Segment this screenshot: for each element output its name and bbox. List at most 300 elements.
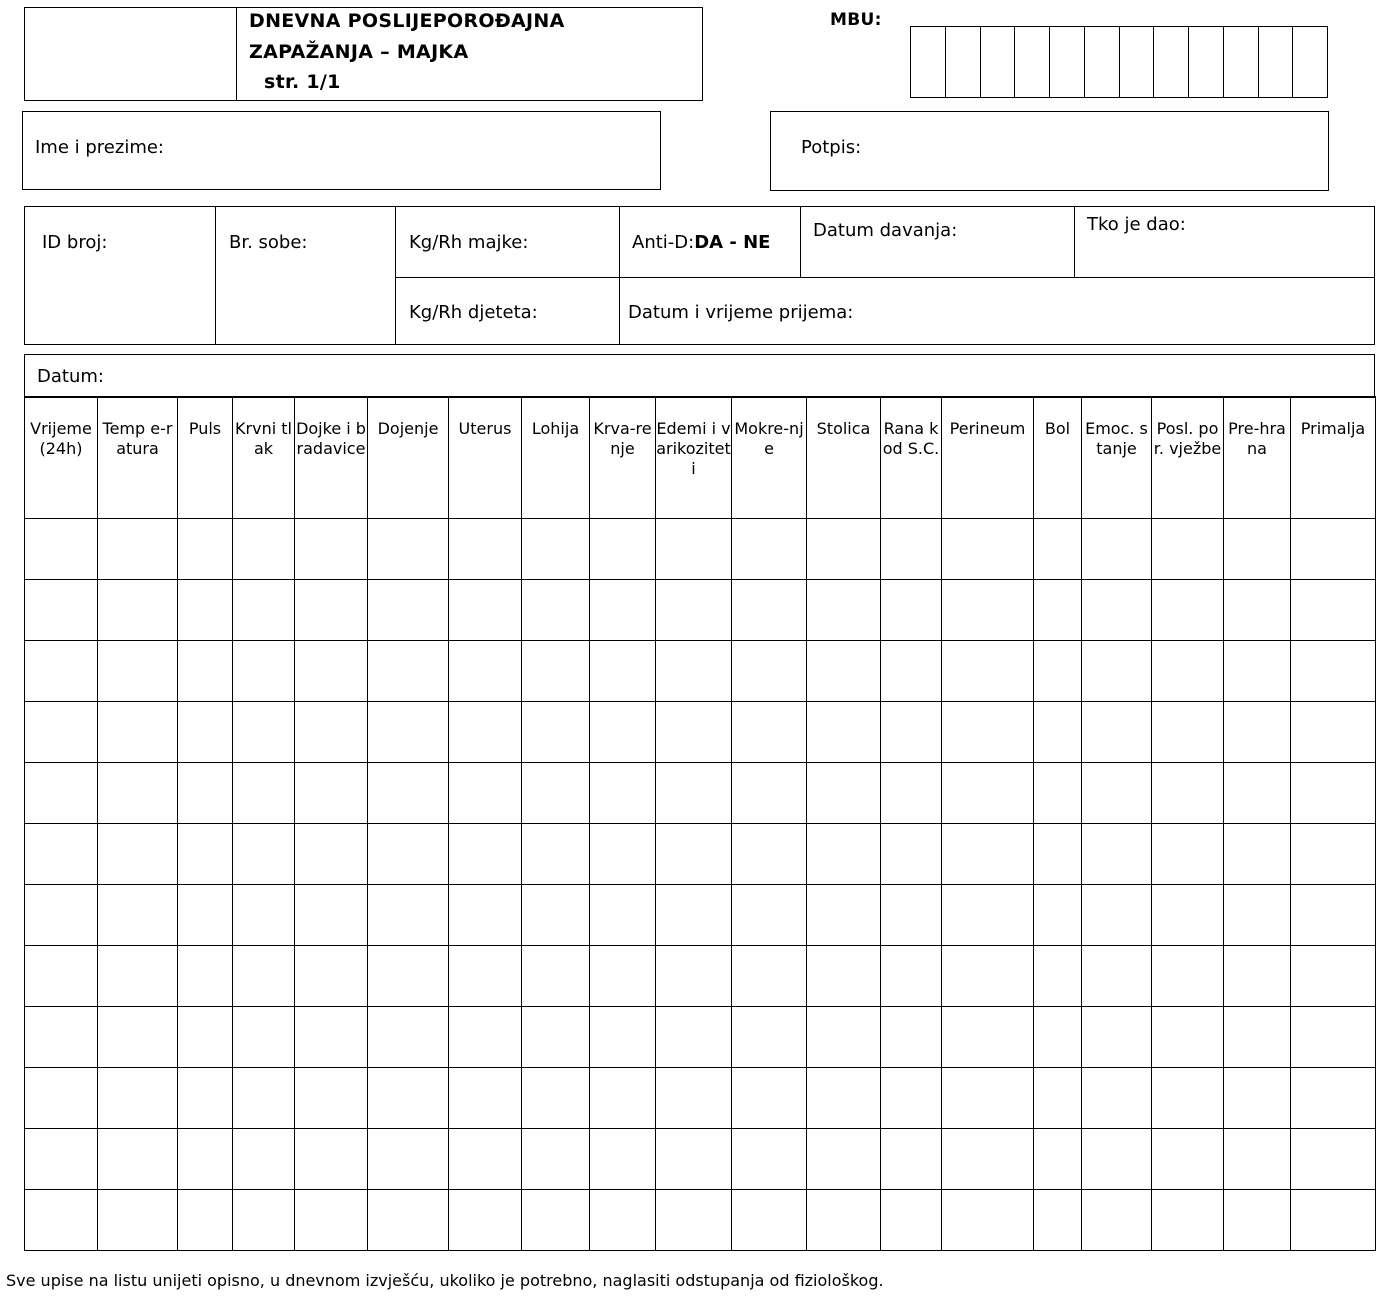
mbu-label: MBU:: [830, 10, 882, 30]
table-cell[interactable]: [732, 580, 807, 641]
anti-d-options[interactable]: DA - NE: [694, 232, 771, 253]
table-cell[interactable]: [1152, 1068, 1224, 1129]
table-cell[interactable]: [656, 702, 732, 763]
table-cell[interactable]: [881, 1129, 942, 1190]
table-cell[interactable]: [942, 580, 1034, 641]
table-cell[interactable]: [881, 946, 942, 1007]
table-header-row: [25, 397, 1376, 519]
table-cell[interactable]: [1152, 885, 1224, 946]
table-cell[interactable]: [1224, 885, 1291, 946]
table-cell[interactable]: [98, 1068, 178, 1129]
table-cell[interactable]: [807, 824, 881, 885]
table-cell[interactable]: [233, 580, 295, 641]
table-cell[interactable]: [449, 1190, 522, 1251]
column-header: Puls: [178, 397, 233, 519]
table-cell[interactable]: [1082, 702, 1152, 763]
table-cell[interactable]: [656, 1190, 732, 1251]
table-cell[interactable]: [368, 946, 449, 1007]
table-cell[interactable]: [522, 1007, 590, 1068]
table-cell[interactable]: [1224, 824, 1291, 885]
table-cell[interactable]: [295, 1190, 368, 1251]
table-cell[interactable]: [942, 641, 1034, 702]
table-cell[interactable]: [25, 519, 98, 580]
mbu-digit-box[interactable]: [981, 27, 1016, 97]
child-blood-label: Kg/Rh djeteta:: [409, 302, 538, 323]
table-cell[interactable]: [233, 1068, 295, 1129]
table-cell[interactable]: [1152, 641, 1224, 702]
table-cell[interactable]: [98, 641, 178, 702]
table-cell[interactable]: [25, 1190, 98, 1251]
table-cell[interactable]: [1291, 1190, 1376, 1251]
table-cell[interactable]: [1291, 763, 1376, 824]
table-cell[interactable]: [942, 519, 1034, 580]
table-cell[interactable]: [25, 885, 98, 946]
info-divider: [1074, 206, 1075, 278]
table-row: [25, 763, 1376, 824]
table-cell[interactable]: [1224, 1129, 1291, 1190]
table-cell[interactable]: [1224, 763, 1291, 824]
table-cell[interactable]: [178, 580, 233, 641]
table-cell[interactable]: [1224, 946, 1291, 1007]
table-cell[interactable]: [25, 641, 98, 702]
table-cell[interactable]: [1291, 702, 1376, 763]
table-cell[interactable]: [1224, 519, 1291, 580]
table-cell[interactable]: [656, 1007, 732, 1068]
table-cell[interactable]: [590, 1068, 656, 1129]
table-cell[interactable]: [1152, 580, 1224, 641]
table-cell[interactable]: [590, 1007, 656, 1068]
table-cell[interactable]: [295, 702, 368, 763]
table-row: [25, 946, 1376, 1007]
table-row: [25, 641, 1376, 702]
observation-table: [24, 396, 1376, 1251]
title-divider: [236, 7, 237, 101]
table-row: [25, 702, 1376, 763]
mbu-digit-box[interactable]: [1293, 27, 1327, 97]
table-cell[interactable]: [368, 763, 449, 824]
table-cell[interactable]: [942, 1068, 1034, 1129]
table-cell[interactable]: [881, 763, 942, 824]
table-cell[interactable]: [732, 946, 807, 1007]
table-cell[interactable]: [98, 885, 178, 946]
table-cell[interactable]: [881, 519, 942, 580]
table-cell[interactable]: [449, 824, 522, 885]
table-cell[interactable]: [295, 946, 368, 1007]
mbu-digit-box[interactable]: [946, 27, 981, 97]
table-cell[interactable]: [656, 946, 732, 1007]
table-cell[interactable]: [449, 1129, 522, 1190]
table-cell[interactable]: [98, 1129, 178, 1190]
table-cell[interactable]: [656, 1068, 732, 1129]
table-cell[interactable]: [942, 702, 1034, 763]
table-cell[interactable]: [590, 824, 656, 885]
table-cell[interactable]: [732, 702, 807, 763]
table-cell[interactable]: [25, 763, 98, 824]
table-cell[interactable]: [178, 519, 233, 580]
mbu-digit-box[interactable]: [1259, 27, 1294, 97]
table-cell[interactable]: [1224, 580, 1291, 641]
table-cell[interactable]: [368, 1129, 449, 1190]
table-cell[interactable]: [1034, 1007, 1082, 1068]
table-cell[interactable]: [1224, 641, 1291, 702]
mbu-digit-box[interactable]: [911, 27, 946, 97]
table-cell[interactable]: [1082, 580, 1152, 641]
table-cell[interactable]: [233, 1007, 295, 1068]
table-cell[interactable]: [368, 824, 449, 885]
table-cell[interactable]: [233, 702, 295, 763]
table-cell[interactable]: [942, 824, 1034, 885]
table-cell[interactable]: [807, 519, 881, 580]
page-number: str. 1/1: [264, 71, 341, 93]
footer-note: Sve upise na listu unijeti opisno, u dnevnom izvješću, ukoliko je potrebno, naglasiti odstupanja od fiziološkog.: [6, 1271, 884, 1290]
table-cell[interactable]: [233, 519, 295, 580]
info-divider: [619, 206, 620, 345]
table-cell[interactable]: [1034, 519, 1082, 580]
table-cell[interactable]: [98, 702, 178, 763]
table-cell[interactable]: [178, 641, 233, 702]
form-title-line1: DNEVNA POSLIJEPOROĐAJNA: [249, 10, 565, 32]
table-cell[interactable]: [1082, 885, 1152, 946]
table-cell[interactable]: [656, 763, 732, 824]
table-cell[interactable]: [295, 641, 368, 702]
table-cell[interactable]: [98, 946, 178, 1007]
table-cell[interactable]: [233, 885, 295, 946]
table-cell[interactable]: [1291, 1129, 1376, 1190]
mother-blood-label: Kg/Rh majke:: [409, 232, 529, 253]
table-cell[interactable]: [1082, 824, 1152, 885]
table-cell[interactable]: [178, 824, 233, 885]
table-cell[interactable]: [25, 1007, 98, 1068]
date-given-label: Datum davanja:: [813, 220, 958, 241]
table-cell[interactable]: [881, 580, 942, 641]
table-cell[interactable]: [449, 763, 522, 824]
table-cell[interactable]: [1082, 946, 1152, 1007]
table-row: [25, 580, 1376, 641]
table-cell[interactable]: [590, 519, 656, 580]
table-cell[interactable]: [732, 885, 807, 946]
id-label: ID broj:: [42, 232, 108, 253]
table-cell[interactable]: [295, 580, 368, 641]
table-cell[interactable]: [522, 519, 590, 580]
table-cell[interactable]: [1152, 702, 1224, 763]
column-header: Perineum: [942, 397, 1034, 519]
column-header: Mokre-nje: [732, 397, 807, 519]
table-cell[interactable]: [1152, 519, 1224, 580]
table-cell[interactable]: [732, 824, 807, 885]
signature-label: Potpis:: [801, 137, 862, 158]
table-cell[interactable]: [233, 946, 295, 1007]
column-header: Krvni tlak: [233, 397, 295, 519]
table-cell[interactable]: [368, 1007, 449, 1068]
table-cell[interactable]: [233, 1190, 295, 1251]
table-cell[interactable]: [1034, 702, 1082, 763]
mbu-digit-box[interactable]: [1015, 27, 1050, 97]
info-divider: [395, 206, 396, 345]
table-cell[interactable]: [233, 824, 295, 885]
table-cell[interactable]: [807, 1129, 881, 1190]
admission-label: Datum i vrijeme prijema:: [628, 302, 854, 323]
table-cell[interactable]: [732, 1129, 807, 1190]
table-cell[interactable]: [1082, 519, 1152, 580]
table-cell[interactable]: [233, 1129, 295, 1190]
table-cell[interactable]: [522, 1190, 590, 1251]
table-cell[interactable]: [1082, 1190, 1152, 1251]
table-cell[interactable]: [233, 763, 295, 824]
table-cell[interactable]: [732, 641, 807, 702]
table-cell[interactable]: [449, 946, 522, 1007]
table-cell[interactable]: [881, 702, 942, 763]
table-cell[interactable]: [1152, 763, 1224, 824]
table-cell[interactable]: [1291, 641, 1376, 702]
table-cell[interactable]: [25, 1129, 98, 1190]
table-cell[interactable]: [1152, 824, 1224, 885]
table-cell[interactable]: [1291, 580, 1376, 641]
table-cell[interactable]: [178, 702, 233, 763]
table-cell[interactable]: [522, 763, 590, 824]
table-row: [25, 519, 1376, 580]
table-cell[interactable]: [1034, 1068, 1082, 1129]
table-cell[interactable]: [1034, 1129, 1082, 1190]
table-cell[interactable]: [25, 702, 98, 763]
info-divider: [800, 206, 801, 278]
table-cell[interactable]: [522, 1129, 590, 1190]
table-cell[interactable]: [98, 824, 178, 885]
table-cell[interactable]: [449, 641, 522, 702]
mbu-digit-box[interactable]: [1224, 27, 1259, 97]
table-cell[interactable]: [449, 580, 522, 641]
table-cell[interactable]: [295, 763, 368, 824]
table-cell[interactable]: [98, 519, 178, 580]
table-cell[interactable]: [807, 885, 881, 946]
table-cell[interactable]: [1291, 519, 1376, 580]
table-cell[interactable]: [1034, 885, 1082, 946]
table-cell[interactable]: [1224, 1068, 1291, 1129]
table-cell[interactable]: [178, 1007, 233, 1068]
table-cell[interactable]: [98, 580, 178, 641]
table-cell[interactable]: [368, 519, 449, 580]
mbu-digit-box[interactable]: [1085, 27, 1120, 97]
table-cell[interactable]: [590, 580, 656, 641]
table-cell[interactable]: [1152, 1007, 1224, 1068]
mbu-digit-box[interactable]: [1050, 27, 1085, 97]
name-label: Ime i prezime:: [35, 137, 164, 158]
column-header: Posl. por. vježbe: [1152, 397, 1224, 519]
table-cell[interactable]: [295, 1129, 368, 1190]
table-cell[interactable]: [522, 641, 590, 702]
column-header: Vrijeme (24h): [25, 397, 98, 519]
table-cell[interactable]: [449, 885, 522, 946]
room-label: Br. sobe:: [229, 232, 308, 253]
mbu-input-boxes[interactable]: [910, 26, 1328, 98]
table-cell[interactable]: [522, 824, 590, 885]
table-cell[interactable]: [178, 1068, 233, 1129]
anti-d-field: [632, 232, 770, 253]
table-cell[interactable]: [732, 1007, 807, 1068]
table-cell[interactable]: [25, 1068, 98, 1129]
column-header: Lohija: [522, 397, 590, 519]
table-cell[interactable]: [1291, 824, 1376, 885]
table-row: [25, 824, 1376, 885]
table-cell[interactable]: [1082, 1007, 1152, 1068]
table-cell[interactable]: [881, 824, 942, 885]
table-cell[interactable]: [368, 641, 449, 702]
table-cell[interactable]: [881, 1068, 942, 1129]
table-cell[interactable]: [368, 702, 449, 763]
table-cell[interactable]: [25, 580, 98, 641]
table-row: [25, 1068, 1376, 1129]
table-cell[interactable]: [1152, 946, 1224, 1007]
table-cell[interactable]: [522, 885, 590, 946]
table-cell[interactable]: [98, 763, 178, 824]
mbu-digit-box[interactable]: [1189, 27, 1224, 97]
table-cell[interactable]: [98, 1007, 178, 1068]
table-cell[interactable]: [1034, 1190, 1082, 1251]
date-label: Datum:: [37, 366, 104, 387]
column-header: Krva-renje: [590, 397, 656, 519]
table-cell[interactable]: [732, 1068, 807, 1129]
column-header: Pre-hrana: [1224, 397, 1291, 519]
table-cell[interactable]: [1034, 641, 1082, 702]
table-cell[interactable]: [25, 946, 98, 1007]
table-cell[interactable]: [1291, 1007, 1376, 1068]
table-cell[interactable]: [656, 824, 732, 885]
table-cell[interactable]: [522, 1068, 590, 1129]
table-cell[interactable]: [942, 1007, 1034, 1068]
table-row: [25, 1190, 1376, 1251]
table-cell[interactable]: [732, 763, 807, 824]
table-cell[interactable]: [449, 519, 522, 580]
table-cell[interactable]: [295, 1068, 368, 1129]
table-row: [25, 1007, 1376, 1068]
table-cell[interactable]: [1152, 1129, 1224, 1190]
table-cell[interactable]: [656, 519, 732, 580]
column-header: Dojke i bradavice: [295, 397, 368, 519]
table-cell[interactable]: [449, 702, 522, 763]
column-header: Temp e-ratura: [98, 397, 178, 519]
table-cell[interactable]: [807, 763, 881, 824]
info-divider: [215, 206, 216, 345]
table-cell[interactable]: [590, 885, 656, 946]
table-cell[interactable]: [1291, 885, 1376, 946]
table-cell[interactable]: [942, 885, 1034, 946]
table-row: [25, 885, 1376, 946]
table-cell[interactable]: [1034, 580, 1082, 641]
table-cell[interactable]: [942, 1129, 1034, 1190]
given-by-label: Tko je dao:: [1087, 214, 1186, 235]
table-cell[interactable]: [590, 1190, 656, 1251]
table-cell[interactable]: [807, 580, 881, 641]
table-cell[interactable]: [656, 580, 732, 641]
table-cell[interactable]: [1034, 763, 1082, 824]
column-header: Edemi i varikoziteti: [656, 397, 732, 519]
table-cell[interactable]: [732, 1190, 807, 1251]
table-cell[interactable]: [656, 885, 732, 946]
table-cell[interactable]: [1082, 763, 1152, 824]
table-cell[interactable]: [178, 763, 233, 824]
table-cell[interactable]: [1224, 702, 1291, 763]
table-cell[interactable]: [807, 1007, 881, 1068]
table-cell[interactable]: [1082, 1068, 1152, 1129]
table-cell[interactable]: [368, 1068, 449, 1129]
mbu-digit-box[interactable]: [1154, 27, 1189, 97]
table-cell[interactable]: [449, 1068, 522, 1129]
table-cell[interactable]: [942, 946, 1034, 1007]
table-cell[interactable]: [590, 946, 656, 1007]
table-cell[interactable]: [178, 1190, 233, 1251]
table-cell[interactable]: [368, 885, 449, 946]
date-row[interactable]: [24, 354, 1375, 398]
table-cell[interactable]: [449, 1007, 522, 1068]
table-cell[interactable]: [1224, 1190, 1291, 1251]
table-cell[interactable]: [656, 641, 732, 702]
table-cell[interactable]: [233, 641, 295, 702]
table-cell[interactable]: [807, 1190, 881, 1251]
column-header: Rana kod S.C.: [881, 397, 942, 519]
table-cell[interactable]: [942, 763, 1034, 824]
form-title-line2: ZAPAŽANJA – MAJKA: [249, 41, 469, 63]
table-cell[interactable]: [590, 1129, 656, 1190]
table-cell[interactable]: [368, 580, 449, 641]
column-header: Bol: [1034, 397, 1082, 519]
table-cell[interactable]: [590, 763, 656, 824]
table-cell[interactable]: [807, 946, 881, 1007]
table-cell[interactable]: [1291, 946, 1376, 1007]
table-cell[interactable]: [25, 824, 98, 885]
table-cell[interactable]: [295, 885, 368, 946]
table-cell[interactable]: [368, 1190, 449, 1251]
table-cell[interactable]: [178, 946, 233, 1007]
table-cell[interactable]: [1034, 946, 1082, 1007]
table-cell[interactable]: [807, 1068, 881, 1129]
table-cell[interactable]: [295, 824, 368, 885]
table-cell[interactable]: [1152, 1190, 1224, 1251]
column-header: Dojenje: [368, 397, 449, 519]
table-cell[interactable]: [178, 1129, 233, 1190]
table-cell[interactable]: [881, 885, 942, 946]
table-cell[interactable]: [522, 580, 590, 641]
column-header: Uterus: [449, 397, 522, 519]
table-cell[interactable]: [807, 641, 881, 702]
table-cell[interactable]: [881, 1007, 942, 1068]
table-cell[interactable]: [522, 702, 590, 763]
table-cell[interactable]: [522, 946, 590, 1007]
table-cell[interactable]: [98, 1190, 178, 1251]
table-cell[interactable]: [1224, 1007, 1291, 1068]
table-cell[interactable]: [1082, 1129, 1152, 1190]
table-cell[interactable]: [732, 519, 807, 580]
info-row-divider: [395, 277, 1375, 278]
table-cell[interactable]: [590, 641, 656, 702]
mbu-digit-box[interactable]: [1120, 27, 1155, 97]
table-cell[interactable]: [590, 702, 656, 763]
table-cell[interactable]: [295, 1007, 368, 1068]
table-cell[interactable]: [295, 519, 368, 580]
column-header: Primalja: [1291, 397, 1376, 519]
table-cell[interactable]: [1291, 1068, 1376, 1129]
table-cell[interactable]: [807, 702, 881, 763]
table-cell[interactable]: [881, 641, 942, 702]
table-cell[interactable]: [1034, 824, 1082, 885]
column-header: Emoc. stanje: [1082, 397, 1152, 519]
table-cell[interactable]: [881, 1190, 942, 1251]
column-header: Stolica: [807, 397, 881, 519]
table-cell[interactable]: [178, 885, 233, 946]
table-row: [25, 1129, 1376, 1190]
table-cell[interactable]: [656, 1129, 732, 1190]
table-cell[interactable]: [1082, 641, 1152, 702]
table-cell[interactable]: [942, 1190, 1034, 1251]
anti-d-label: Anti-D:: [632, 232, 695, 253]
